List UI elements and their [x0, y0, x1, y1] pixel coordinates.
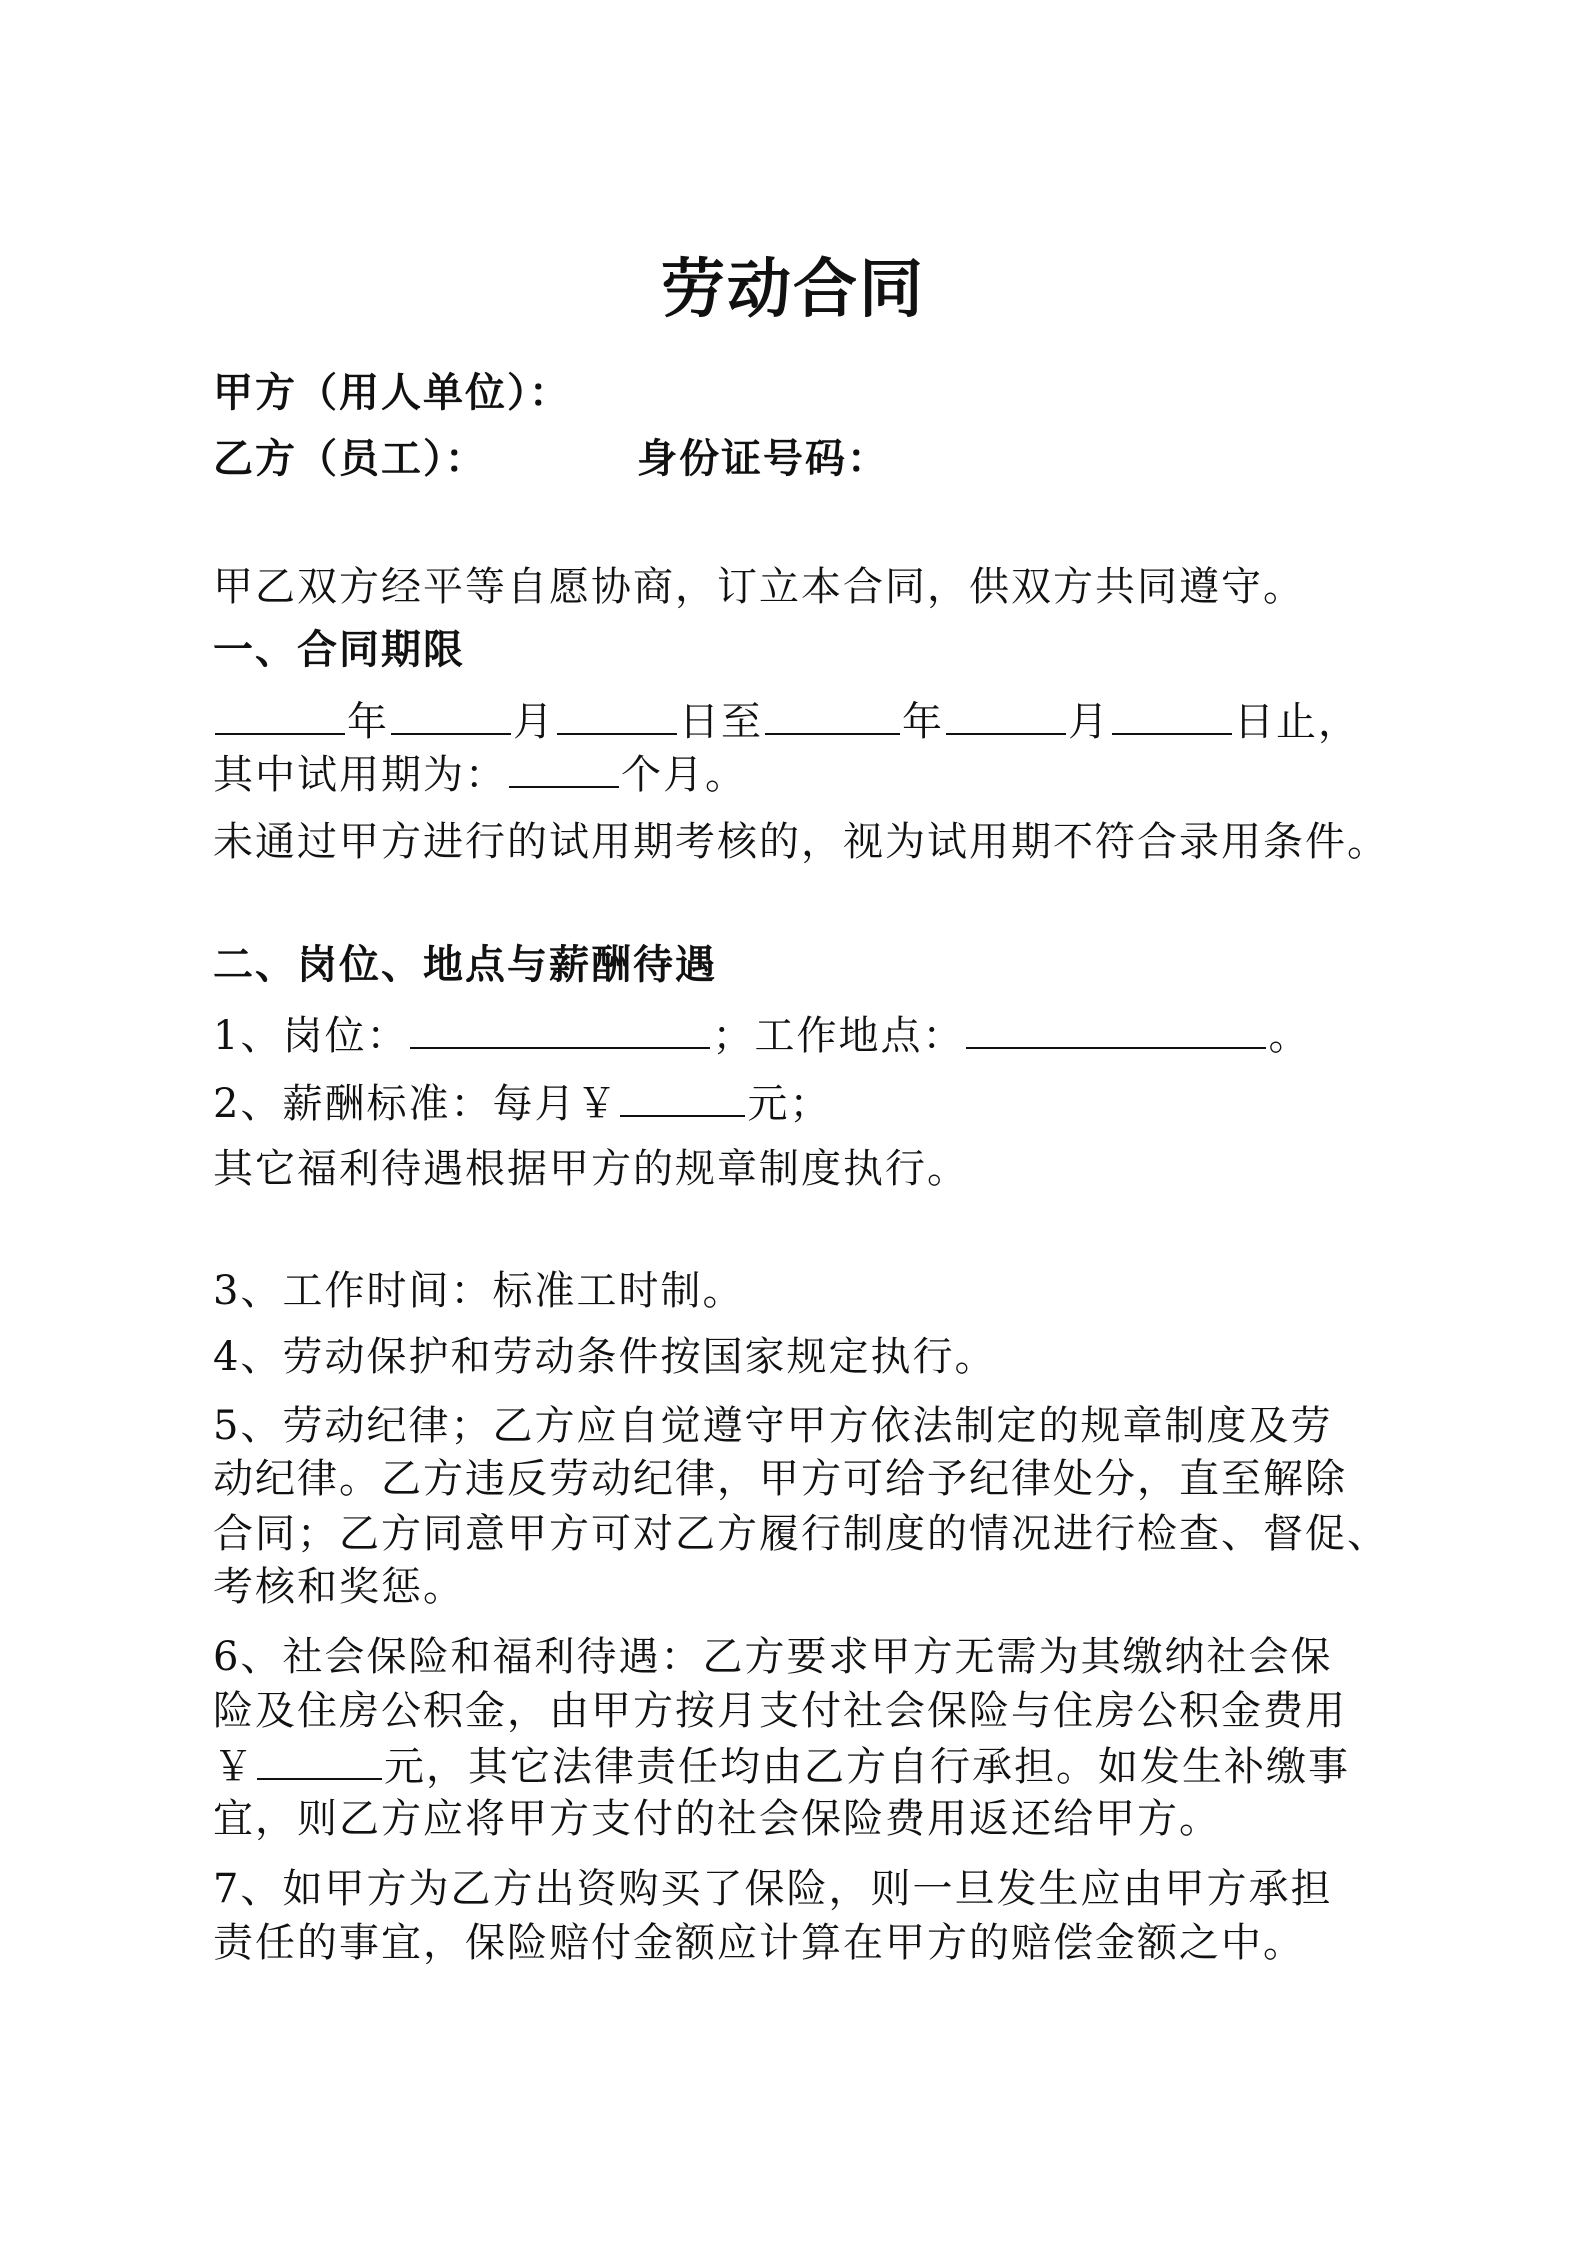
discipline-line-1: 5、劳动纪律；乙方应自觉遵守甲方依法制定的规章制度及劳	[213, 1403, 1333, 1449]
insurance-amount-blank[interactable]	[257, 1738, 382, 1780]
labor-protection-line: 4、劳动保护和劳动条件按国家规定执行。	[213, 1334, 997, 1380]
start-day-blank[interactable]	[557, 693, 677, 735]
party-a-line	[213, 366, 1486, 420]
currency-symbol: ￥	[213, 1744, 255, 1790]
discipline-line-2: 动纪律。乙方违反劳动纪律，甲方可给予纪律处分，直至解除	[213, 1456, 1347, 1502]
month-label: 月	[513, 699, 555, 745]
insurance-line-2: 险及住房公积金，由甲方按月支付社会保险与住房公积金费用	[213, 1688, 1347, 1734]
salary-blank[interactable]	[620, 1075, 745, 1117]
probation-note: 未通过甲方进行的试用期考核的，视为试用期不符合录用条件。	[213, 819, 1389, 865]
day-to-label: 日至	[679, 699, 763, 745]
post-location-line	[213, 1007, 1486, 1063]
end-day-blank[interactable]	[1112, 693, 1232, 735]
insurance-purchase-line-2: 责任的事宜，保险赔付金额应计算在甲方的赔偿金额之中。	[213, 1920, 1305, 1966]
post-blank[interactable]	[410, 1007, 710, 1049]
discipline-line-3: 合同；乙方同意甲方可对乙方履行制度的情况进行检查、督促、	[213, 1511, 1389, 1557]
discipline-line-4: 考核和奖惩。	[213, 1564, 465, 1610]
end-year-blank[interactable]	[765, 693, 900, 735]
probation-line	[213, 746, 1486, 802]
insurance-line-4: 宜，则乙方应将甲方支付的社会保险费用返还给甲方。	[213, 1796, 1221, 1842]
start-month-blank[interactable]	[391, 693, 511, 735]
salary-suffix: 元；	[747, 1081, 832, 1127]
salary-prefix: 2、薪酬标准：每月￥	[213, 1081, 619, 1127]
section2-heading: 二、岗位、地点与薪酬待遇	[213, 942, 717, 988]
post-label: 1、岗位：	[213, 1013, 409, 1059]
probation-suffix: 个月。	[621, 752, 747, 798]
intro-paragraph: 甲乙双方经平等自愿协商，订立本合同，供双方共同遵守。	[213, 564, 1305, 610]
benefits-line: 其它福利待遇根据甲方的规章制度执行。	[213, 1146, 969, 1192]
party-b-line	[213, 432, 1486, 486]
contract-period-line	[213, 693, 1486, 749]
day-end-label: 日止，	[1234, 699, 1360, 745]
document-title: 劳动合同	[661, 253, 925, 327]
salary-line	[213, 1075, 1486, 1131]
start-year-blank[interactable]	[215, 693, 345, 735]
insurance-line-3-text: 元，其它法律责任均由乙方自行承担。如发生补缴事	[384, 1744, 1350, 1790]
insurance-purchase-line-1: 7、如甲方为乙方出资购买了保险，则一旦发生应由甲方承担	[213, 1866, 1333, 1912]
year-label-2: 年	[902, 699, 944, 745]
id-number-label: 身份证号码：	[637, 436, 889, 482]
section1-heading: 一、合同期限	[213, 627, 465, 673]
probation-months-blank[interactable]	[509, 746, 619, 788]
probation-prefix: 其中试用期为：	[213, 752, 507, 798]
party-b-label: 乙方（员工）：	[213, 436, 487, 482]
party-a-label: 甲方（用人单位）：	[213, 370, 571, 416]
work-hours-line: 3、工作时间：标准工时制。	[213, 1268, 745, 1314]
work-location-label: ；工作地点：	[712, 1013, 965, 1059]
month-label-2: 月	[1068, 699, 1110, 745]
location-blank[interactable]	[966, 1007, 1266, 1049]
insurance-line-1: 6、社会保险和福利待遇：乙方要求甲方无需为其缴纳社会保	[213, 1634, 1333, 1680]
post-location-end: 。	[1268, 1013, 1311, 1059]
insurance-line-3	[213, 1738, 1486, 1794]
year-label: 年	[347, 699, 389, 745]
end-month-blank[interactable]	[946, 693, 1066, 735]
